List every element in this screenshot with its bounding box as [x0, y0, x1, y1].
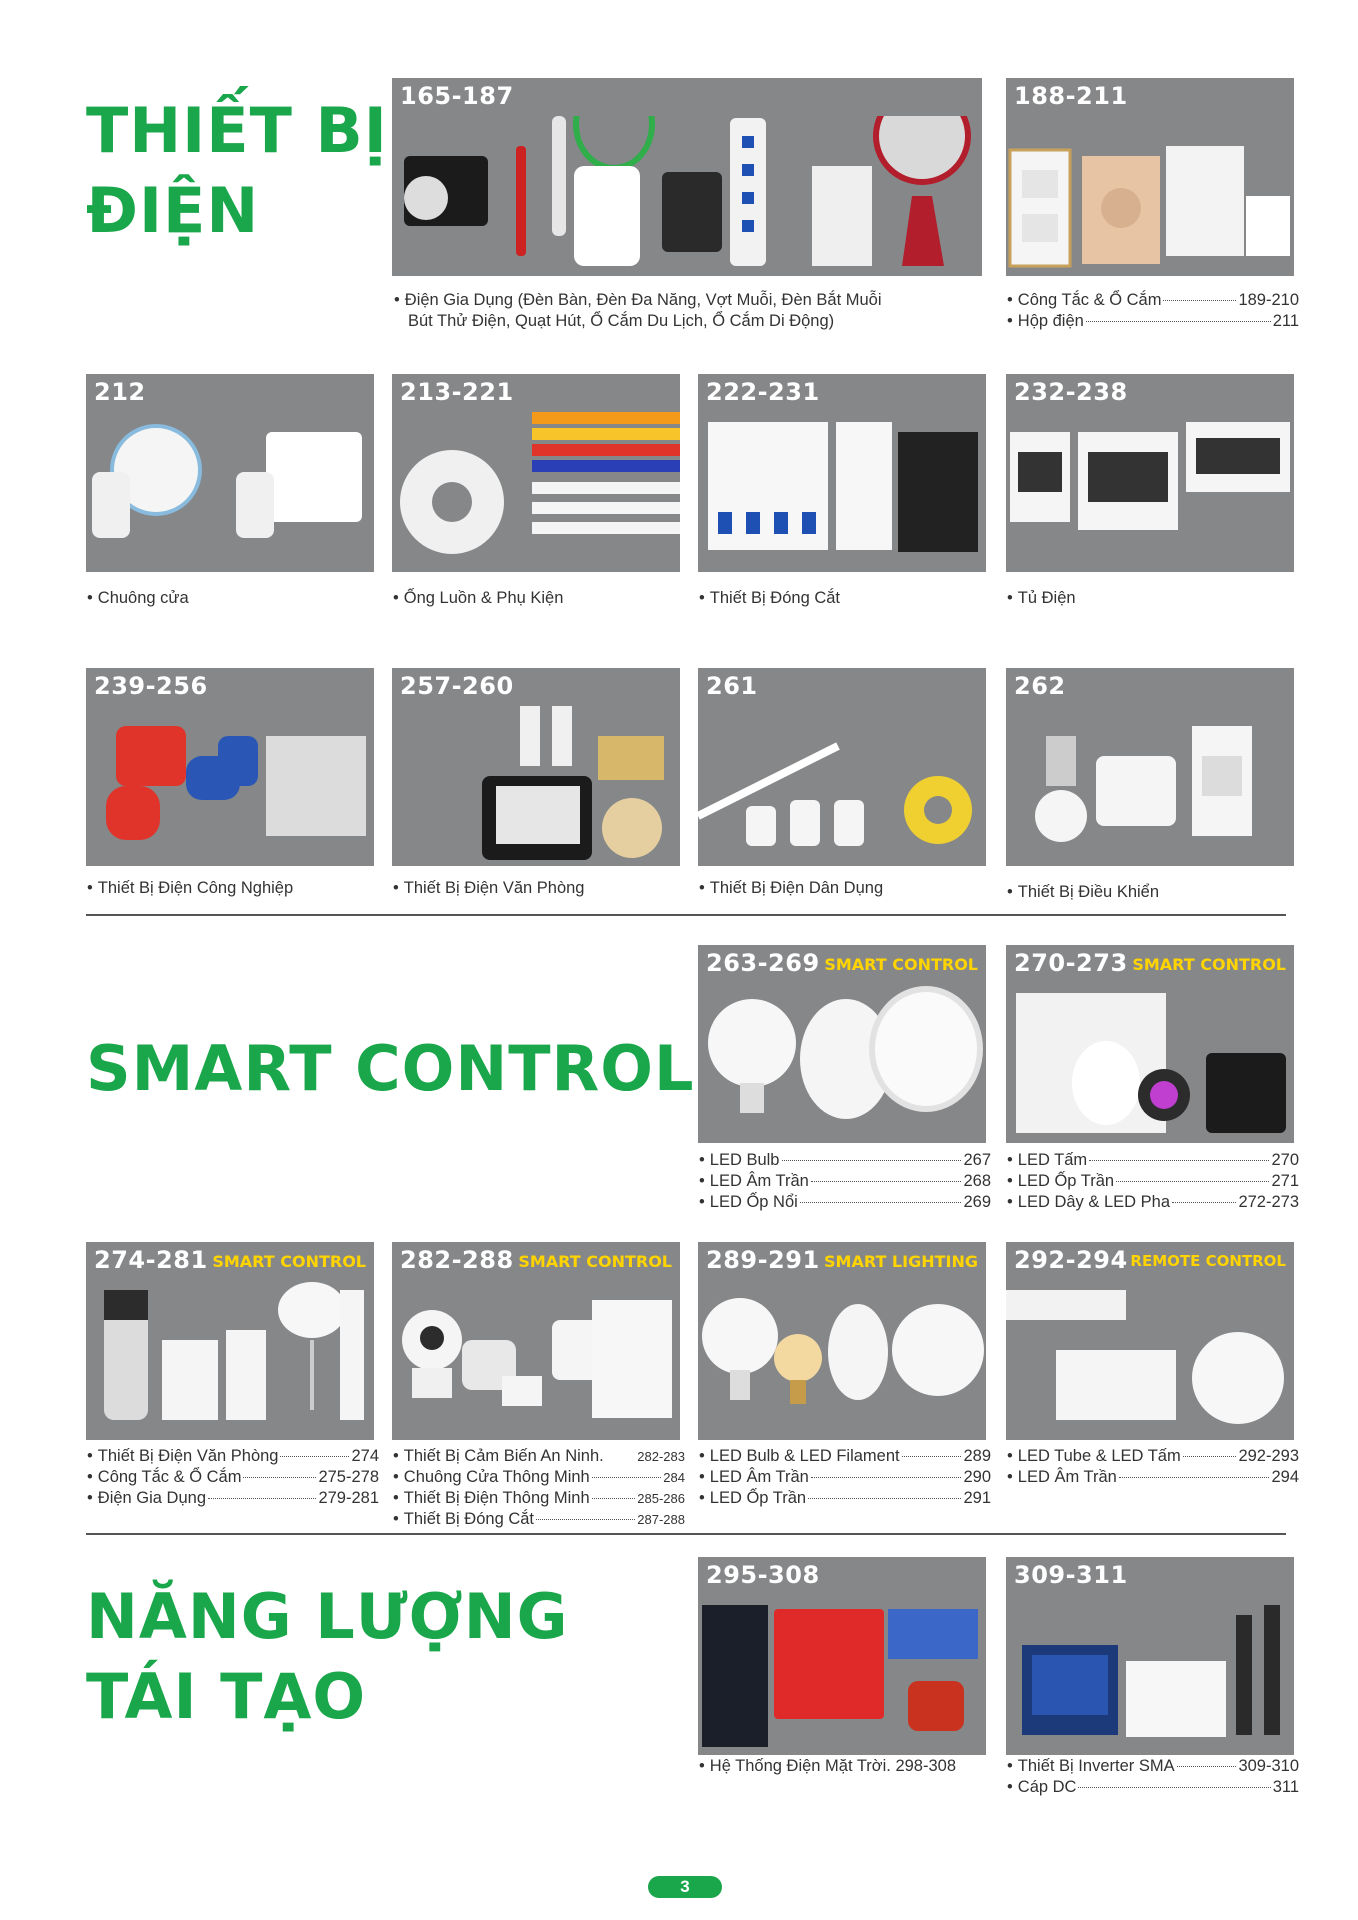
page-range: 292-294: [1014, 1246, 1128, 1274]
page-range: 188-211: [1014, 82, 1128, 110]
catalog-card[interactable]: [698, 1242, 986, 1440]
desc-item-label: Thiết Bị Điều Khiển: [1017, 883, 1160, 901]
catalog-card[interactable]: [392, 374, 680, 572]
desc-item-label: Chuông Cửa Thông Minh: [403, 1468, 590, 1486]
product-image-switches-sockets: [1006, 116, 1294, 276]
card-tag: REMOTE CONTROL: [1130, 1252, 1286, 1270]
card-description: • Công Tắc & Ổ Cắm 189-210 • Hộp điện 211: [1007, 291, 1299, 330]
catalog-card[interactable]: [698, 374, 986, 572]
section-title-thiet-bi-dien: [86, 94, 388, 249]
card-description: • Thiết Bị Inverter SMA 309-310 • Cáp DC 311: [1007, 1757, 1299, 1796]
page-range: 295-308: [706, 1561, 820, 1589]
desc-item-label: Thiết Bị Inverter SMA: [1017, 1757, 1175, 1775]
desc-item-page: 291: [963, 1489, 991, 1507]
desc-item-page: 287-288: [637, 1512, 685, 1527]
product-image-doorbell: [86, 412, 374, 572]
desc-item-label: LED Ốp Trần: [1017, 1172, 1115, 1190]
section-divider: [86, 1533, 1286, 1535]
page-range: 309-311: [1014, 1561, 1128, 1589]
card-tag: SMART CONTROL: [1132, 955, 1286, 974]
page-range: 274-281: [94, 1246, 208, 1274]
catalog-card[interactable]: [392, 1242, 680, 1440]
page-range: 165-187: [400, 82, 514, 110]
catalog-card[interactable]: [1006, 78, 1294, 276]
page-range: 222-231: [706, 378, 820, 406]
desc-item-label: LED Âm Trần: [709, 1172, 809, 1190]
desc-item-page: 309-310: [1238, 1757, 1299, 1775]
desc-item-label: Công Tắc & Ổ Cắm: [1017, 291, 1162, 309]
card-description: • Thiết Bị Điện Công Nghiệp: [87, 879, 294, 897]
desc-item-page: 285-286: [637, 1491, 685, 1506]
card-description: • Thiết Bị Điều Khiển: [1007, 883, 1160, 901]
catalog-card[interactable]: [698, 668, 986, 866]
desc-item-page: 267: [963, 1151, 991, 1169]
desc-item-label: LED Bulb & LED Filament: [709, 1447, 900, 1465]
page-range: 257-260: [400, 672, 514, 700]
section-title-line: TÁI TẠO: [86, 1660, 367, 1734]
product-image-smart-security: [392, 1280, 680, 1440]
card-description: • Điện Gia Dụng (Đèn Bàn, Đèn Đa Năng, Vợt Muỗi, Đèn Bắt Muỗi Bút Thử Điện, Quạt Hút, Ổ Cắm Du Lịch, Ổ Cắm Di Động): [394, 291, 882, 330]
card-description: • LED Bulb 267 • LED Âm Trần 268 • LED Ốp Nổi 269: [699, 1151, 991, 1211]
desc-item-page: 269: [963, 1193, 991, 1211]
desc-item-label: Thiết Bị Điện Văn Phòng: [403, 879, 585, 897]
desc-item-page: 270: [1271, 1151, 1299, 1169]
catalog-card[interactable]: [698, 1557, 986, 1755]
desc-item-label: Thiết Bị Đóng Cắt: [709, 589, 841, 607]
catalog-card[interactable]: [698, 945, 986, 1143]
desc-item-page: 189-210: [1238, 291, 1299, 309]
desc-item-label: Chuông cửa: [97, 589, 189, 607]
desc-item-page: 268: [963, 1172, 991, 1190]
card-description: • Thiết Bị Điện Dân Dụng: [699, 879, 884, 897]
section-title-line: THIẾT BỊ: [86, 94, 388, 167]
desc-item-page: 284: [663, 1470, 685, 1485]
desc-item-page: 275-278: [318, 1468, 379, 1486]
card-description: • LED Tấm 270 • LED Ốp Trần 271 • LED Dây & LED Pha 272-273: [1007, 1151, 1299, 1211]
desc-item-label: Thiết Bị Cảm Biến An Ninh.: [403, 1447, 604, 1465]
desc-item-label: Ống Luồn & Phụ Kiện: [403, 589, 564, 607]
desc-item-label: Điện Gia Dụng: [97, 1489, 207, 1507]
desc-item-label: LED Bulb: [709, 1151, 780, 1169]
catalog-card[interactable]: [392, 668, 680, 866]
catalog-card[interactable]: [1006, 668, 1294, 866]
card-description: • LED Tube & LED Tấm 292-293 • LED Âm Trần 294: [1007, 1447, 1299, 1486]
card-description: • Ống Luồn & Phụ Kiện: [393, 589, 564, 607]
desc-item-label: Thiết Bị Đóng Cắt: [403, 1510, 535, 1528]
card-description: • Chuông cửa: [87, 589, 189, 607]
desc-item-page: 289: [963, 1447, 991, 1465]
page-range: 239-256: [94, 672, 208, 700]
desc-item-label: Thiết Bị Điện Thông Minh: [403, 1489, 590, 1507]
catalog-card[interactable]: [86, 374, 374, 572]
desc-item-page: 282-283: [637, 1449, 685, 1464]
desc-item-page: 294: [1271, 1468, 1299, 1486]
desc-item-label: Thiết Bị Điện Văn Phòng: [97, 1447, 279, 1465]
product-image-remote-lighting: [1006, 1280, 1294, 1440]
product-image-smart-office: [86, 1280, 374, 1440]
product-image-distribution-boards: [1006, 412, 1294, 572]
desc-item-label: Công Tắc & Ổ Cắm: [97, 1468, 242, 1486]
desc-item-label: Thiết Bị Điện Dân Dụng: [709, 879, 884, 897]
card-description: • LED Bulb & LED Filament 289 • LED Âm Trần 290 • LED Ốp Trần 291: [699, 1447, 991, 1507]
desc-item-label: Tủ Điện: [1017, 589, 1076, 607]
catalog-card[interactable]: [86, 668, 374, 866]
page-range: 232-238: [1014, 378, 1128, 406]
card-description: • Thiết Bị Cảm Biến An Ninh. 282-283 • Chuông Cửa Thông Minh 284 • Thiết Bị Điện Thông Minh 285-286 • Thiết Bị Đóng Cắt 287-288: [393, 1447, 685, 1528]
desc-item-page: 271: [1271, 1172, 1299, 1190]
card-tag: SMART LIGHTING: [824, 1252, 978, 1271]
page-number: 3: [648, 1876, 722, 1898]
product-image-circuit-breakers: [698, 412, 986, 572]
page-range: 263-269: [706, 949, 820, 977]
catalog-card[interactable]: [86, 1242, 374, 1440]
card-description: • Thiết Bị Đóng Cắt: [699, 589, 841, 607]
desc-item-label: LED Âm Trần: [1017, 1468, 1117, 1486]
card-tag: SMART CONTROL: [212, 1252, 366, 1271]
section-title-line: NĂNG LƯỢNG: [86, 1580, 569, 1653]
product-image-residential-electrical: [698, 706, 986, 866]
page-range: 212: [94, 378, 146, 406]
catalog-card[interactable]: [1006, 374, 1294, 572]
product-image-led-panels: [1006, 983, 1294, 1143]
desc-item-page: 272-273: [1238, 1193, 1299, 1211]
product-image-solar-system: [698, 1595, 986, 1755]
section-divider: [86, 914, 1286, 916]
product-image-control-devices: [1006, 706, 1294, 866]
catalog-card[interactable]: [1006, 1242, 1294, 1440]
product-image-industrial-plugs: [86, 706, 374, 866]
catalog-card[interactable]: [1006, 945, 1294, 1143]
page-range: 213-221: [400, 378, 514, 406]
page-range: 282-288: [400, 1246, 514, 1274]
card-description: • Thiết Bị Điện Văn Phòng 274 • Công Tắc & Ổ Cắm 275-278 • Điện Gia Dụng 279-281: [87, 1447, 379, 1507]
desc-item-label: LED Tube & LED Tấm: [1017, 1447, 1181, 1465]
card-description: • Tủ Điện: [1007, 589, 1076, 607]
card-description: • Hệ Thống Điện Mặt Trời. 298-308: [699, 1757, 957, 1775]
product-image-led-bulbs: [698, 983, 986, 1143]
desc-item-label: LED Dây & LED Pha: [1017, 1193, 1171, 1211]
page-range: 270-273: [1014, 949, 1128, 977]
desc-item-label: LED Ốp Nổi: [709, 1193, 798, 1211]
desc-item-page: 211: [1272, 312, 1299, 330]
product-image-household-appliances: [392, 116, 982, 276]
page-range: 261: [706, 672, 758, 700]
desc-item-label: Cáp DC: [1017, 1778, 1077, 1796]
desc-item-label: Hộp điện: [1017, 312, 1084, 330]
page-range: 262: [1014, 672, 1066, 700]
desc-item-label: Thiết Bị Điện Công Nghiệp: [97, 879, 294, 897]
card-tag: SMART CONTROL: [518, 1252, 672, 1271]
desc-item-page: 311: [1272, 1778, 1299, 1796]
section-title-smart-control: SMART CONTROL: [86, 1032, 695, 1105]
card-description: • Thiết Bị Điện Văn Phòng: [393, 879, 585, 897]
desc-item-label: LED Ốp Trần: [709, 1489, 807, 1507]
product-image-office-outlets: [392, 706, 680, 866]
desc-item-label: LED Âm Trần: [709, 1468, 809, 1486]
desc-item-page: 292-293: [1238, 1447, 1299, 1465]
desc-item-label: Bút Thử Điện, Quạt Hút, Ổ Cắm Du Lịch, Ổ Cắm Di Động): [408, 312, 835, 330]
desc-item-label: Hệ Thống Điện Mặt Trời. 298-308: [709, 1757, 957, 1775]
page-range: 289-291: [706, 1246, 820, 1274]
desc-item-page: 290: [963, 1468, 991, 1486]
product-image-inverters-cables: [1006, 1595, 1294, 1755]
section-title-nang-luong-tai-tao: [86, 1580, 568, 1735]
desc-item-label: LED Tấm: [1017, 1151, 1088, 1169]
desc-item-label: Điện Gia Dụng (Đèn Bàn, Đèn Đa Năng, Vợt Muỗi, Đèn Bắt Muỗi: [404, 291, 882, 309]
catalog-card[interactable]: [1006, 1557, 1294, 1755]
desc-item-page: 279-281: [318, 1489, 379, 1507]
catalog-card[interactable]: [392, 78, 982, 276]
card-tag: SMART CONTROL: [824, 955, 978, 974]
product-image-conduits: [392, 412, 680, 572]
product-image-smart-lighting: [698, 1280, 986, 1440]
section-title-line: ĐIỆN: [86, 174, 260, 248]
desc-item-page: 274: [351, 1447, 379, 1465]
